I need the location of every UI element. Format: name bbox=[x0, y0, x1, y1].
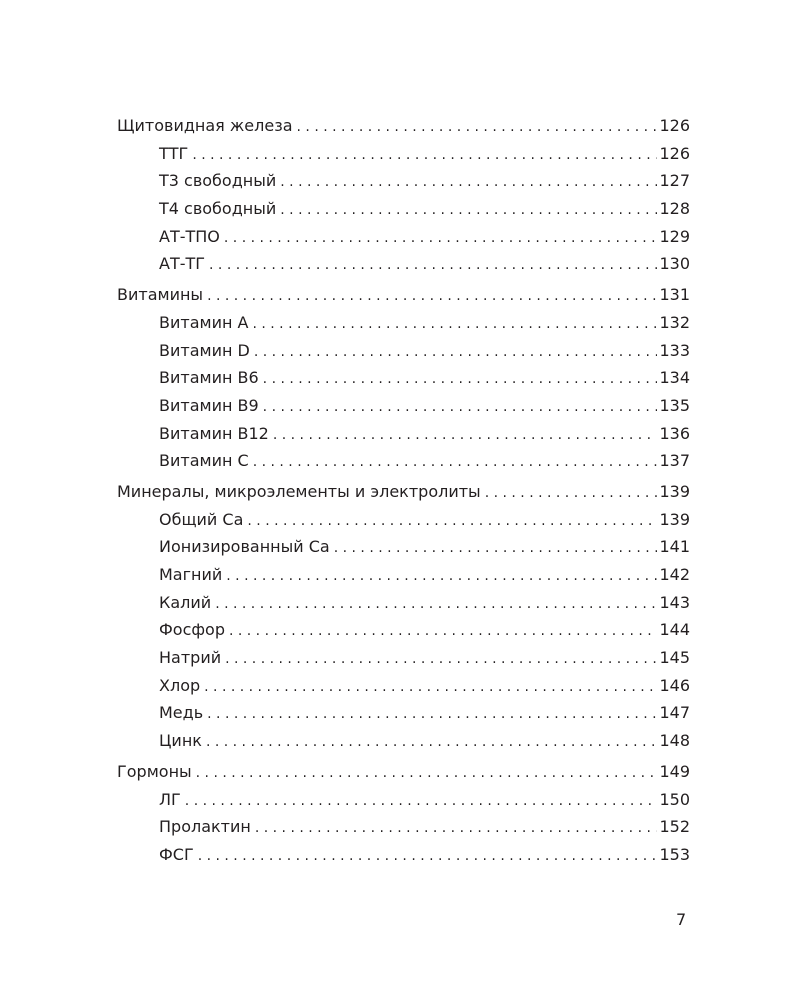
toc-entry-page: 130 bbox=[659, 254, 690, 274]
toc-entry-title: Магний bbox=[159, 565, 223, 584]
toc-entry[interactable] bbox=[117, 841, 690, 869]
toc-entry-title: Минералы, микроэлементы и электролиты bbox=[117, 481, 481, 501]
toc-entry-title: Т3 свободный bbox=[159, 171, 277, 191]
toc-entry[interactable] bbox=[117, 813, 690, 841]
toc-entry-page: 148 bbox=[659, 731, 690, 751]
toc-entry-title: Медь bbox=[159, 703, 204, 723]
toc-entry-title: АТ-ТПО bbox=[159, 226, 220, 246]
table-of-contents bbox=[117, 112, 690, 869]
toc-entry[interactable] bbox=[117, 533, 690, 561]
dot-leader bbox=[252, 311, 657, 339]
toc-entry[interactable] bbox=[117, 167, 690, 195]
page-number: 7 bbox=[676, 910, 687, 929]
toc-entry-title: Витамины bbox=[117, 285, 204, 305]
toc-entry-page: 137 bbox=[659, 451, 690, 471]
toc-entry-title: Пролактин bbox=[159, 817, 251, 837]
toc-entry[interactable] bbox=[117, 140, 690, 168]
toc-entry-page: 145 bbox=[659, 648, 690, 668]
toc-entry[interactable] bbox=[117, 616, 690, 644]
dot-leader bbox=[209, 252, 657, 280]
toc-entry[interactable] bbox=[117, 786, 690, 814]
toc-entry-page: 141 bbox=[659, 537, 690, 557]
dot-leader bbox=[254, 339, 658, 367]
toc-entry[interactable] bbox=[117, 506, 690, 534]
toc-entry-page: 139 bbox=[659, 481, 690, 501]
dot-leader bbox=[229, 618, 657, 646]
toc-entry-page: 152 bbox=[659, 817, 690, 837]
toc-entry-page: 150 bbox=[659, 789, 690, 809]
dot-leader bbox=[207, 701, 657, 729]
toc-entry-page: 129 bbox=[659, 226, 690, 246]
dot-leader bbox=[224, 225, 658, 253]
toc-entry-title: Витамин В12 bbox=[159, 423, 269, 443]
toc-entry[interactable] bbox=[117, 672, 690, 700]
toc-entry-page: 142 bbox=[659, 565, 690, 584]
toc-entry[interactable] bbox=[117, 589, 690, 617]
toc-entry-title: АТ-ТГ bbox=[159, 254, 206, 274]
toc-entry-title: Общий Са bbox=[159, 509, 244, 529]
toc-entry-title: Калий bbox=[159, 592, 212, 612]
toc-entry-page: 127 bbox=[659, 171, 690, 191]
dot-leader bbox=[255, 815, 658, 843]
dot-leader bbox=[204, 674, 657, 702]
toc-entry-page: 136 bbox=[659, 423, 690, 443]
dot-leader bbox=[280, 169, 657, 197]
toc-entry-title: Витамин С bbox=[159, 451, 249, 471]
toc-entry-page: 153 bbox=[659, 844, 690, 864]
dot-leader bbox=[225, 646, 657, 674]
toc-entry-page: 132 bbox=[659, 312, 690, 332]
toc-entry-title: Витамин В9 bbox=[159, 395, 259, 415]
toc-entry[interactable] bbox=[117, 699, 690, 727]
dot-leader bbox=[263, 366, 658, 394]
toc-entry-page: 126 bbox=[659, 116, 690, 135]
dot-leader bbox=[192, 142, 657, 170]
dot-leader bbox=[253, 449, 658, 477]
dot-leader bbox=[280, 197, 657, 225]
toc-entry-page: 134 bbox=[659, 368, 690, 388]
toc-entry-title: ТТГ bbox=[159, 143, 189, 163]
toc-entry-page: 133 bbox=[659, 340, 690, 360]
toc-entry[interactable] bbox=[117, 112, 690, 140]
toc-entry[interactable] bbox=[117, 250, 690, 278]
toc-entry-title: Витамин D bbox=[159, 340, 250, 360]
toc-entry-title: Щитовидная железа bbox=[117, 116, 293, 135]
toc-entry-title: Витамин А bbox=[159, 312, 249, 332]
toc-entry-page: 135 bbox=[659, 395, 690, 415]
toc-entry[interactable] bbox=[117, 644, 690, 672]
toc-entry-title: Хлор bbox=[159, 675, 201, 695]
toc-entry-title: Цинк bbox=[159, 731, 202, 751]
dot-leader bbox=[263, 394, 658, 422]
toc-entry-page: 131 bbox=[659, 285, 690, 305]
toc-entry-title: Натрий bbox=[159, 648, 222, 668]
toc-entry-title: Т4 свободный bbox=[159, 199, 277, 219]
toc-entry[interactable] bbox=[117, 727, 690, 755]
toc-entry-title: Ионизированный Са bbox=[159, 537, 330, 557]
toc-entry-page: 128 bbox=[659, 199, 690, 219]
toc-entry[interactable] bbox=[117, 392, 690, 420]
toc-entry[interactable] bbox=[117, 420, 690, 448]
toc-entry-page: 147 bbox=[659, 703, 690, 723]
dot-leader bbox=[185, 788, 658, 816]
dot-leader bbox=[334, 535, 658, 563]
toc-entry[interactable] bbox=[117, 478, 690, 506]
dot-leader bbox=[226, 563, 657, 591]
toc-entry[interactable] bbox=[117, 309, 690, 337]
toc-entry[interactable] bbox=[117, 281, 690, 309]
dot-leader bbox=[206, 729, 658, 757]
toc-entry-page: 149 bbox=[659, 761, 690, 781]
toc-entry-page: 139 bbox=[659, 509, 690, 529]
toc-entry-page: 144 bbox=[659, 620, 690, 640]
toc-entry-title: Витамин В6 bbox=[159, 368, 259, 388]
dot-leader bbox=[485, 480, 658, 508]
dot-leader bbox=[297, 114, 658, 142]
toc-entry-page: 143 bbox=[659, 592, 690, 612]
dot-leader bbox=[207, 283, 657, 311]
dot-leader bbox=[196, 760, 658, 788]
toc-entry-page: 126 bbox=[659, 143, 690, 163]
toc-entry[interactable] bbox=[117, 561, 690, 589]
toc-entry-page: 146 bbox=[659, 675, 690, 695]
dot-leader bbox=[198, 843, 658, 871]
dot-leader bbox=[273, 422, 658, 450]
dot-leader bbox=[247, 508, 657, 536]
toc-entry[interactable] bbox=[117, 195, 690, 223]
toc-entry[interactable] bbox=[117, 223, 690, 251]
toc-entry[interactable] bbox=[117, 364, 690, 392]
toc-entry-title: Фосфор bbox=[159, 620, 225, 640]
toc-entry[interactable] bbox=[117, 758, 690, 786]
toc-entry[interactable] bbox=[117, 447, 690, 475]
toc-entry[interactable] bbox=[117, 337, 690, 365]
dot-leader bbox=[215, 591, 657, 619]
toc-entry-title: Гормоны bbox=[117, 761, 192, 781]
toc-entry-title: ЛГ bbox=[159, 789, 181, 809]
toc-entry-title: ФСГ bbox=[159, 844, 194, 864]
